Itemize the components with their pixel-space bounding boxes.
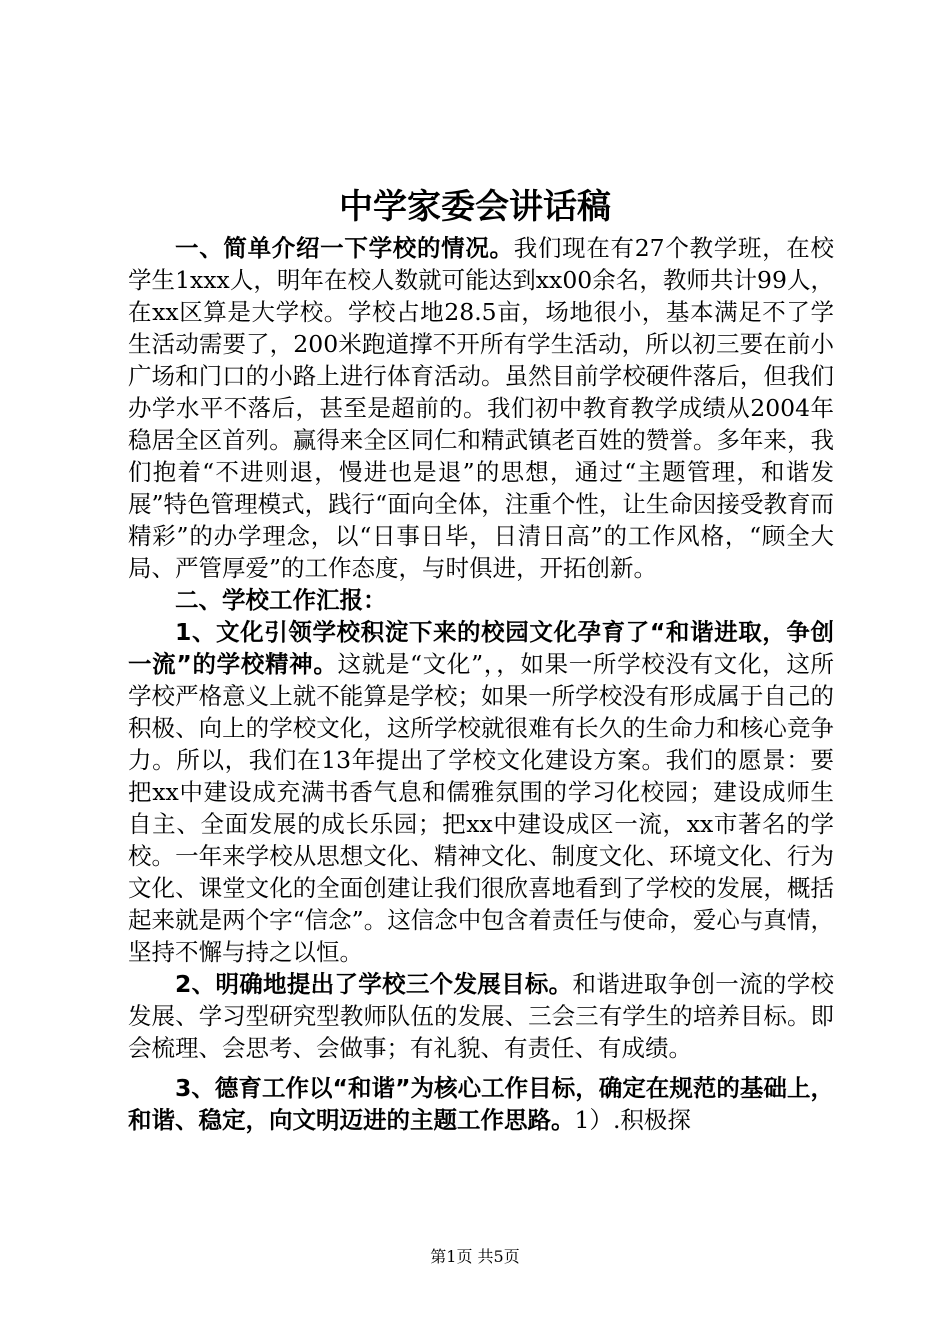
paragraph-text: 这就是“文化”，，如果一所学校没有文化，这所学校严格意义上就不能算是学校；如果一所学校没有形成属于自己的积极、向上的学校文化，这所学校就很难有长久的生命力和核心竞争力。所以，我们在13年提出了学校文化建设方案。我们的愿景：要把xx中建设成充满书香气息和儒雅氛围的学习化校园；建设成师生自主、全面发展的成长乐园；把xx中建设成区一流，xx市著名的学校。一年来学校从思想文化、精神文化、制度文化、环境文化、行为文化、课堂文化的全面创建让我们很欣喜地看到了学校的发展，概括起来就是两个字“信念”。这信念中包含着责任与使命，爱心与真情，坚持不懈与持之以恒。 bbox=[128, 650, 834, 966]
page-footer: 第1页 共5页 bbox=[430, 1247, 520, 1266]
paragraph-goals bbox=[128, 968, 834, 1064]
paragraph-lead: 3、德育工作以“和谐”为核心工作目标，确定在规范的基础上，和谐、稳定，向文明迈进的主题工作思路。 bbox=[128, 1074, 834, 1134]
paragraph-lead: 1、文化引领学校积淀下来的校园文化孕育了“和谐进取，争创一流”的学校精神。 bbox=[128, 618, 834, 678]
paragraph-text: 1）.积极探 bbox=[574, 1106, 691, 1134]
paragraph-culture bbox=[128, 616, 834, 968]
paragraph-lead: 二、学校工作汇报： bbox=[175, 586, 387, 614]
paragraph-text: 和谐进取争创一流的学校发展、学习型研究型教师队伍的发展、三会三有学生的培养目标。即会梳理、会思考、会做事；有礼貌、有责任、有成绩。 bbox=[128, 970, 834, 1062]
paragraph-moral-education bbox=[128, 1072, 834, 1136]
paragraph-school-intro bbox=[128, 232, 834, 584]
paragraph-text: 我们现在有27个教学班，在校学生1xxx人，明年在校人数就可能达到xx00余名，教师共计99人，在xx区算是大学校。学校占地28.5亩，场地很小，基本满足不了学生活动需要了，200米跑道撑不开所有学生活动，所以初三要在前小广场和门口的小路上进行体育活动。虽然目前学校硬件落后，但我们办学水平不落后，甚至是超前的。我们初中教育教学成绩从2004年稳居全区首列。赢得来全区同仁和精武镇老百姓的赞誉。多年来，我们抱着“不进则退，慢进也是退”的思想，通过“主题管理，和谐发展”特色管理模式，践行“面向全体，注重个性，让生命因接受教育而精彩”的办学理念，以“日事日毕，日清日高”的工作风格，“顾全大局、严管厚爱”的工作态度，与时俱进，开拓创新。 bbox=[128, 234, 835, 582]
paragraph-lead: 一、简单介绍一下学校的情况。 bbox=[175, 234, 514, 262]
paragraph-lead: 2、明确地提出了学校三个发展目标。 bbox=[175, 970, 573, 998]
paragraph-work-report-heading bbox=[128, 584, 834, 616]
document-body bbox=[128, 232, 834, 1136]
document-title: 中学家委会讲话稿 bbox=[339, 187, 611, 227]
